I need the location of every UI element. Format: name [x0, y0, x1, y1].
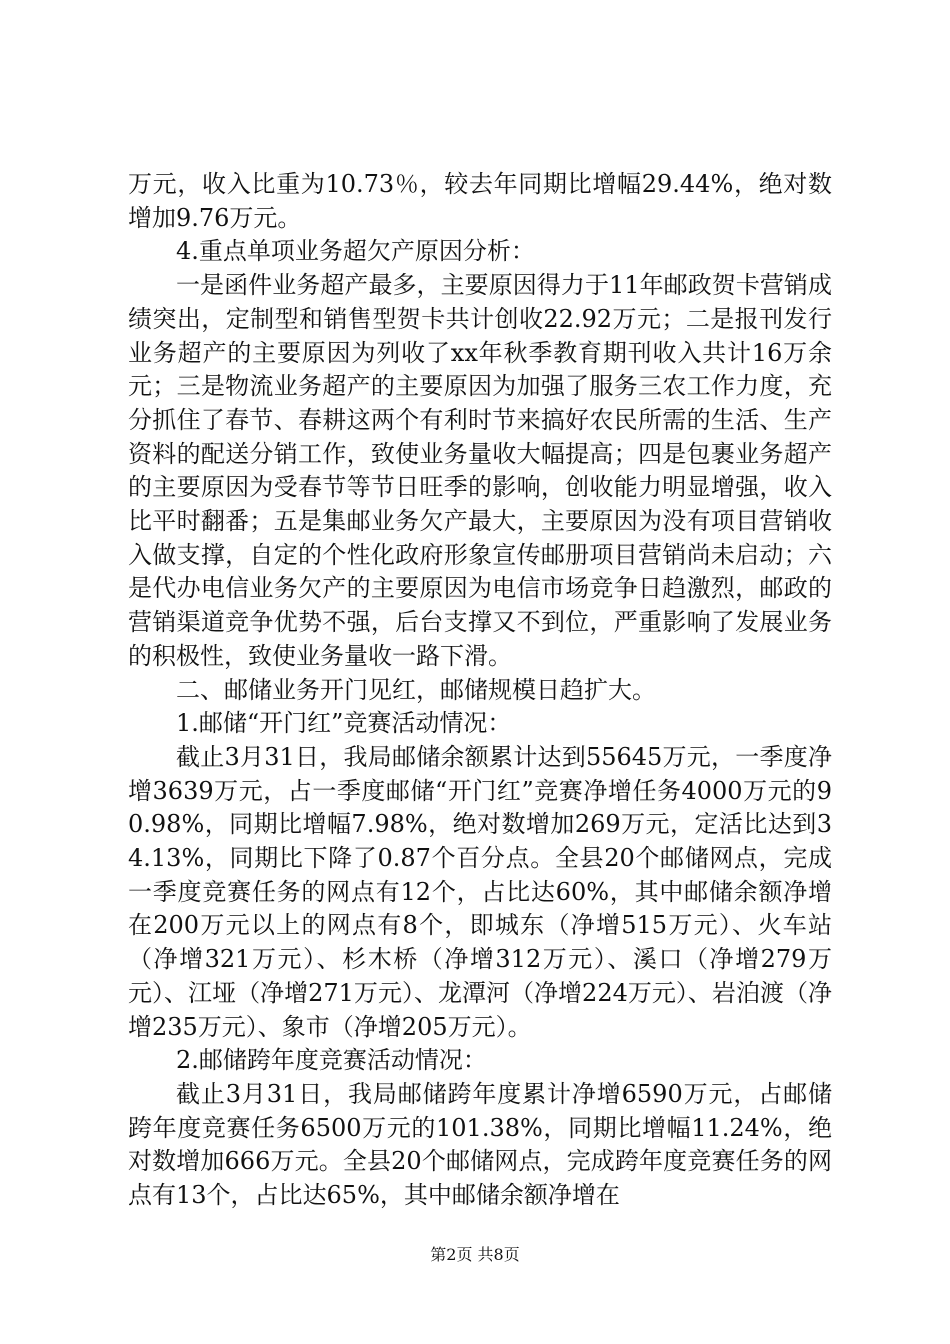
document-body: [128, 168, 832, 1213]
heading-postal-savings: 二、邮储业务开门见红，邮储规模日趋扩大。: [176, 675, 656, 704]
heading-key-business-analysis: 4.重点单项业务超欠产原因分析：: [176, 237, 535, 266]
page-number-label: 第2页 共8页: [430, 1245, 520, 1264]
paragraph-cross-year-details: 截止3月31日，我局邮储跨年度累计净增6590万元，占邮储跨年度竞赛任务6500万元的101.38%，同期比增幅11.24%，绝对数增加666万元。全县20个邮储网点，完成跨年度竞赛任务的网点有13个，占比达65%，其中邮储余额净增在: [128, 1079, 832, 1210]
heading-kaimenhong-competition: 1.邮储“开门红”竞赛活动情况：: [176, 709, 512, 738]
paragraph-kaimenhong-details: 截止3月31日，我局邮储余额累计达到55645万元，一季度净增3639万元，占一季度邮储“开门红”竞赛净增任务4000万元的90.98%，同期比增幅7.98%，绝对数增加269万元，定活比达到34.13%，同期比下降了0.87个百分点。全县20个邮储网点，完成一季度竞赛任务的网点有12个，占比达60%，其中邮储余额净增在200万元以上的网点有8个，即城东（净增515万元）、火车站（净增321万元）、杉木桥（净增312万元）、溪口（净增279万元）、江垭（净增271万元）、龙潭河（净增224万元）、岩泊渡（净增235万元）、象市（净增205万元）。: [128, 742, 832, 1041]
heading-cross-year-competition: 2.邮储跨年度竞赛活动情况：: [176, 1046, 487, 1075]
paragraph-business-analysis: 一是函件业务超产最多，主要原因得力于11年邮政贺卡营销成绩突出，定制型和销售型贺卡共计创收22.92万元；二是报刊发行业务超产的主要原因为列收了xx年秋季教育期刊收入共计16万余元；三是物流业务超产的主要原因为加强了服务三农工作力度，充分抓住了春节、春耕这两个有利时节来搞好农民所需的生活、生产资料的配送分销工作，致使业务量收大幅提高；四是包裹业务超产的主要原因为受春节等节日旺季的影响，创收能力明显增强，收入比平时翻番；五是集邮业务欠产最大，主要原因为没有项目营销收入做支撑，自定的个性化政府形象宣传邮册项目营销尚未启动；六是代办电信业务欠产的主要原因为电信市场竞争日趋激烈，邮政的营销渠道竞争优势不强，后台支撑又不到位，严重影响了发展业务的积极性，致使业务量收一路下滑。: [128, 271, 832, 670]
page-footer: [0, 1244, 950, 1266]
paragraph-revenue-summary: 万元，收入比重为10.73％，较去年同期比增幅29.44%，绝对数增加9.76万元。: [128, 170, 832, 232]
